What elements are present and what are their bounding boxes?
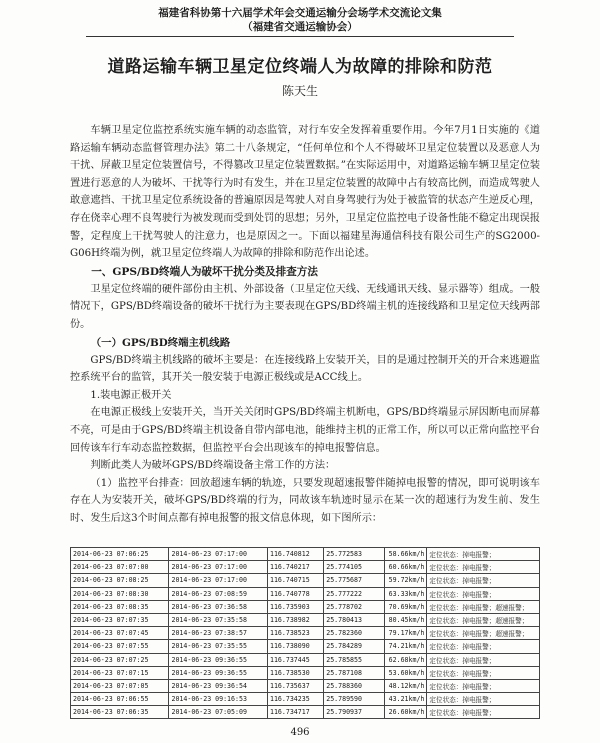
- table-cell: 25.782360: [324, 627, 385, 640]
- item-1-paragraph: 在电源正极线上安装开关，当开关关闭时GPS/BD终端主机断电，GPS/BD终端显示屏因断电而屏幕不亮，可是由于GPS/BD终端主机设备自带内部电池，能维持主机的正常工作，所以可以正常向监控平台回传该车行车动态监控数据，但监控平台会出现该车的掉电报警信息。: [70, 407, 540, 454]
- step-1-paragraph: （1）监控平台排查：回放超速车辆的轨迹，只要发现超速报警伴随掉电报警的情况，即可说明该车存在人为安装开关，破坏GPS/BD终端的行为，同故该车轨迹时显示在某一次的超速行为发生前、发生时、发生后这3个时间点都有掉电报警的报文信息体现，如下图所示：: [70, 477, 540, 524]
- table-cell: 2014-06-23 07:06:35: [71, 706, 169, 719]
- table-cell: 116.737445: [267, 653, 323, 666]
- table-row: [71, 561, 540, 574]
- table-cell: 58.66km/h: [385, 548, 427, 561]
- table-cell: 2014-06-23 07:38:57: [169, 627, 267, 640]
- intro-paragraph: 车辆卫星定位监控系统实施车辆的动态监管，对行车安全发挥着重要作用。今年7月1日实施的《道路运输车辆动态监督管理办法》第二十八条规定，“任何单位和个人不得破坏卫星定位装置以及恶意人为干扰、屏蔽卫星定位装置信号，不得篡改卫星定位装置数据。”在实际运用中，对道路运输车辆卫星定位装置进行恶意的人为破坏、干扰等行为时有发生，并在卫星定位装置的故障中占有较高比例，而造成驾驶人敢意遮挡、干扰卫星定位系统设备的普遍原因是驾驶人对自身驾驶行为处于被监管的状态产生逆反心理，存在侥幸心理不良驾驶行为被发现而受到处罚的思想；另外，卫星定位监控电子设备性能不稳定出现误报警，定程度上干扰驾驶人的注意力，也是原因之一。下面以福建星海通信科技有限公司生产的SG2000-G06H终端为例，就卫星定位终端人为故障的排除和防范作出论述。: [70, 125, 540, 260]
- table-cell: 70.69km/h: [385, 600, 427, 613]
- table-cell: 116.740812: [267, 548, 323, 561]
- table-cell: 定位状态：掉电报警；: [427, 587, 540, 600]
- table-cell: 2014-06-23 07:07:00: [71, 561, 169, 574]
- table-row: [71, 627, 540, 640]
- table-cell: 25.772583: [324, 548, 385, 561]
- table-cell: 25.775687: [324, 574, 385, 587]
- alarm-log-table: [70, 547, 540, 719]
- table-cell: 定位状态：掉电报警；超速报警；: [427, 627, 540, 640]
- table-cell: 25.789590: [324, 693, 385, 706]
- table-cell: 25.777222: [324, 587, 385, 600]
- table-row: [71, 640, 540, 653]
- article-body: [70, 122, 540, 527]
- table-cell: 2014-06-23 07:07:45: [71, 627, 169, 640]
- table-cell: 2014-06-23 07:17:00: [169, 548, 267, 561]
- table-cell: 定位状态：掉电报警；: [427, 706, 540, 719]
- table-cell: 116.738090: [267, 640, 323, 653]
- section-1-1-heading: （一）GPS/BD终端主机线路: [90, 336, 231, 349]
- table-cell: 2014-06-23 07:07:35: [71, 613, 169, 626]
- table-cell: 2014-06-23 09:16:53: [169, 693, 267, 706]
- item-1-heading: 1.装电源正极开关: [90, 389, 172, 401]
- table-cell: 2014-06-23 07:35:58: [169, 613, 267, 626]
- table-row: [71, 693, 540, 706]
- table-row: [71, 600, 540, 613]
- table-cell: 116.734235: [267, 693, 323, 706]
- section-1-paragraph: 卫星定位终端的硬件部份由主机、外部设备（卫星定位天线、无线通讯天线、显示器等）组成。一般情况下，GPS/BD终端设备的破坏干扰行为主要表现在GPS/BD终端主机的连接线路和卫星定位天线两部份。: [70, 283, 540, 330]
- table-cell: 2014-06-23 07:08:35: [71, 600, 169, 613]
- alarm-log-body: [71, 548, 540, 719]
- table-row: [71, 666, 540, 679]
- table-cell: 定位状态：掉电报警；: [427, 653, 540, 666]
- table-row: [71, 706, 540, 719]
- table-cell: 80.45km/h: [385, 613, 427, 626]
- table-cell: 2014-06-23 07:08:30: [71, 587, 169, 600]
- table-cell: 25.787108: [324, 666, 385, 679]
- paper-title: 道路运输车辆卫星定位终端人为故障的排除和防范: [107, 57, 493, 77]
- table-cell: 116.738530: [267, 666, 323, 679]
- table-cell: 2014-06-23 07:35:55: [169, 640, 267, 653]
- table-cell: 2014-06-23 07:07:25: [71, 653, 169, 666]
- table-cell: 53.60km/h: [385, 666, 427, 679]
- table-cell: 116.738982: [267, 613, 323, 626]
- table-cell: 2014-06-23 07:08:25: [71, 574, 169, 587]
- table-cell: 116.735637: [267, 679, 323, 692]
- header-rule: [86, 36, 514, 37]
- table-cell: 2014-06-23 07:17:00: [169, 574, 267, 587]
- table-row: [71, 574, 540, 587]
- table-cell: 25.788360: [324, 679, 385, 692]
- header-line-2: （福建省交通运输协会）: [242, 21, 358, 33]
- table-row: [71, 548, 540, 561]
- table-cell: 79.17km/h: [385, 627, 427, 640]
- table-cell: 116.740778: [267, 587, 323, 600]
- table-row: [71, 653, 540, 666]
- table-cell: 2014-06-23 09:36:55: [169, 666, 267, 679]
- table-cell: 25.774105: [324, 561, 385, 574]
- table-row: [71, 679, 540, 692]
- table-row: [71, 587, 540, 600]
- table-cell: 63.33km/h: [385, 587, 427, 600]
- table-cell: 定位状态：掉电报警；: [427, 548, 540, 561]
- table-cell: 2014-06-23 07:07:55: [71, 640, 169, 653]
- table-cell: 48.12km/h: [385, 679, 427, 692]
- table-cell: 2014-06-23 07:05:09: [169, 706, 267, 719]
- table-cell: 2014-06-23 07:07:15: [71, 666, 169, 679]
- table-cell: 116.734717: [267, 706, 323, 719]
- table-cell: 26.60km/h: [385, 706, 427, 719]
- header-line-1: 福建省科协第十六届学术年会交通运输分会场学术交流论文集: [158, 7, 442, 19]
- table-cell: 定位状态：掉电报警；超速报警；: [427, 600, 540, 613]
- table-cell: 2014-06-23 07:36:58: [169, 600, 267, 613]
- table-cell: 定位状态：掉电报警；: [427, 679, 540, 692]
- table-cell: 59.72km/h: [385, 574, 427, 587]
- table-cell: 25.785855: [324, 653, 385, 666]
- table-cell: 2014-06-23 07:17:00: [169, 561, 267, 574]
- judge-paragraph: 判断此类人为破坏GPS/BD终端设备主常工作的方法：: [90, 460, 336, 472]
- table-cell: 25.778702: [324, 600, 385, 613]
- author: 陈天生: [281, 84, 318, 98]
- table-cell: 116.740217: [267, 561, 323, 574]
- table-cell: 25.784289: [324, 640, 385, 653]
- table-cell: 定位状态：掉电报警；: [427, 574, 540, 587]
- table-cell: 2014-06-23 07:06:55: [71, 693, 169, 706]
- running-header: [0, 6, 600, 34]
- table-cell: 60.66km/h: [385, 561, 427, 574]
- table-cell: 2014-06-23 09:36:54: [169, 679, 267, 692]
- table-cell: 定位状态：掉电报警；: [427, 693, 540, 706]
- page-number: 496: [290, 727, 310, 738]
- table-cell: 定位状态：掉电报警；超速报警；: [427, 613, 540, 626]
- table-cell: 2014-06-23 07:07:05: [71, 679, 169, 692]
- table-cell: 74.21km/h: [385, 640, 427, 653]
- table-cell: 43.21km/h: [385, 693, 427, 706]
- table-cell: 62.68km/h: [385, 653, 427, 666]
- table-cell: 2014-06-23 07:08:59: [169, 587, 267, 600]
- section-1-1-paragraph: GPS/BD终端主机线路的破坏主要是：在连接线路上安装开关，目的是通过控制开关的开合来逃避监控系统平台的监管，其开关一般安装于电源正极线或是ACC线上。: [70, 354, 540, 384]
- table-cell: 2014-06-23 07:06:25: [71, 548, 169, 561]
- section-1-heading: 一、GPS/BD终端人为破坏干扰分类及排查方法: [91, 265, 318, 278]
- table-cell: 定位状态：掉电报警；: [427, 561, 540, 574]
- table-cell: 116.740715: [267, 574, 323, 587]
- table-cell: 116.735903: [267, 600, 323, 613]
- table-row: [71, 613, 540, 626]
- table-cell: 定位状态：掉电报警；: [427, 640, 540, 653]
- table-cell: 25.790937: [324, 706, 385, 719]
- table-cell: 116.738523: [267, 627, 323, 640]
- table-cell: 2014-06-23 09:36:55: [169, 653, 267, 666]
- table-cell: 25.780413: [324, 613, 385, 626]
- table-cell: 定位状态：掉电报警；: [427, 666, 540, 679]
